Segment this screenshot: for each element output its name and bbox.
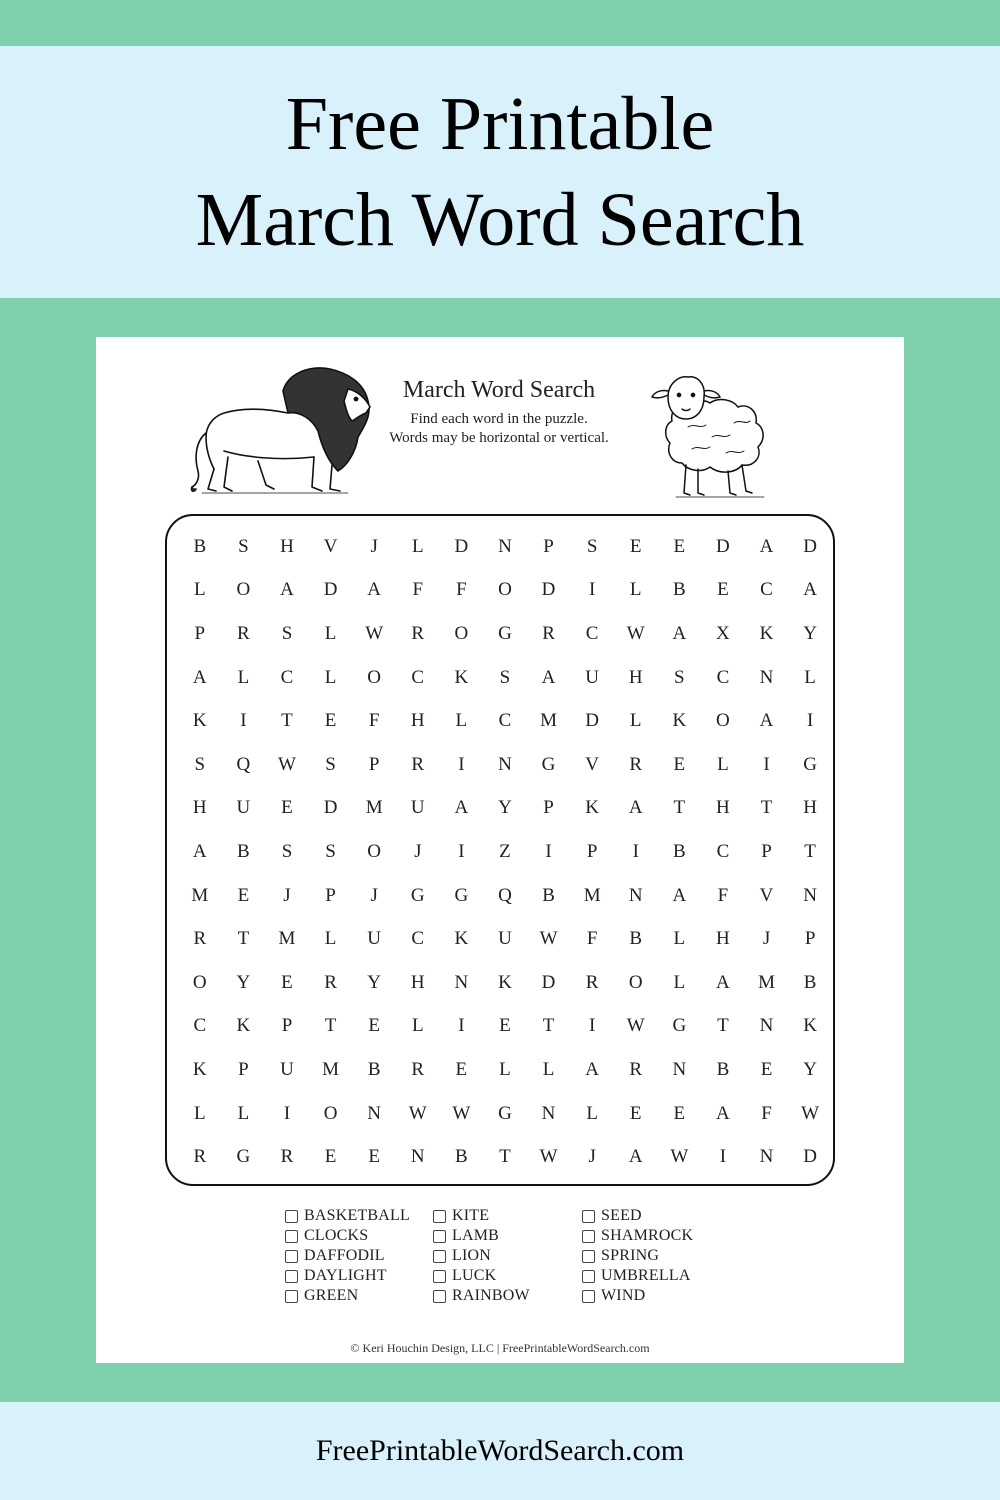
grid-letter: Z bbox=[499, 840, 511, 862]
grid-letter: G bbox=[803, 753, 817, 775]
grid-letter: C bbox=[760, 579, 773, 601]
grid-letter: E bbox=[455, 1058, 468, 1080]
word-label: GREEN bbox=[304, 1287, 359, 1304]
grid-letter: I bbox=[588, 579, 596, 601]
grid-letter: K bbox=[192, 710, 207, 732]
word-item bbox=[433, 1206, 530, 1226]
grid-letter: T bbox=[804, 840, 816, 862]
grid-letter: G bbox=[236, 1146, 251, 1168]
word-item bbox=[433, 1266, 530, 1286]
grid-letter: C bbox=[411, 928, 425, 950]
grid-letter: X bbox=[716, 622, 730, 644]
grid-letter: A bbox=[454, 797, 469, 819]
grid-letter: P bbox=[543, 797, 554, 819]
word-item bbox=[285, 1286, 410, 1306]
grid-letter: T bbox=[542, 1015, 555, 1037]
grid-letter: E bbox=[673, 1102, 686, 1124]
grid-letter: T bbox=[237, 928, 250, 950]
grid-letter: F bbox=[368, 710, 380, 732]
grid-letter: O bbox=[454, 622, 469, 644]
word-column-1 bbox=[285, 1206, 410, 1306]
word-label: KITE bbox=[452, 1207, 490, 1224]
grid-letter: E bbox=[324, 1146, 337, 1168]
grid-letter: S bbox=[281, 622, 293, 644]
grid-letter: T bbox=[673, 797, 686, 819]
grid-letter: G bbox=[410, 884, 425, 906]
puzzle-grid bbox=[178, 525, 832, 1179]
grid-letter: S bbox=[325, 753, 336, 775]
grid-letter: O bbox=[367, 666, 382, 688]
word-item bbox=[582, 1246, 693, 1266]
grid-letter: J bbox=[762, 928, 771, 950]
grid-letter: I bbox=[545, 840, 552, 862]
grid-letter: E bbox=[281, 971, 293, 993]
grid-letter: J bbox=[370, 884, 378, 906]
checkbox-icon[interactable] bbox=[582, 1270, 595, 1283]
word-label: LION bbox=[452, 1247, 492, 1264]
grid-letter: T bbox=[324, 1015, 337, 1037]
grid-letter: A bbox=[280, 579, 294, 601]
grid-letter: E bbox=[629, 1102, 642, 1124]
grid-letter: B bbox=[193, 535, 207, 557]
grid-letter: H bbox=[280, 535, 294, 557]
banner-title-line-2: March Word Search bbox=[195, 178, 805, 262]
grid-letter: E bbox=[368, 1146, 380, 1168]
grid-letter: V bbox=[323, 535, 338, 557]
grid-letter: S bbox=[238, 535, 249, 557]
grid-letter: D bbox=[585, 710, 599, 732]
word-item bbox=[582, 1226, 693, 1246]
grid-letter: J bbox=[588, 1146, 596, 1168]
grid-letter: I bbox=[719, 1146, 727, 1168]
grid-letter: L bbox=[804, 666, 816, 688]
grid-letter: T bbox=[499, 1146, 511, 1168]
grid-letter: M bbox=[322, 1058, 340, 1080]
grid-letter: L bbox=[237, 666, 250, 688]
word-item bbox=[285, 1226, 410, 1246]
grid-letter: G bbox=[672, 1015, 687, 1037]
grid-letter: H bbox=[716, 797, 730, 819]
word-label: UMBRELLA bbox=[601, 1267, 691, 1284]
grid-letter: A bbox=[759, 535, 774, 557]
grid-letter: T bbox=[717, 1015, 729, 1037]
grid-letter: B bbox=[455, 1146, 468, 1168]
grid-letter: U bbox=[498, 928, 512, 950]
grid-letter: S bbox=[194, 753, 206, 775]
grid-letter: F bbox=[761, 1102, 772, 1124]
grid-letter: L bbox=[542, 1058, 555, 1080]
instruction-line-1: Find each word in the puzzle. bbox=[410, 411, 588, 427]
grid-letter: L bbox=[193, 1102, 206, 1124]
grid-letter: K bbox=[498, 971, 512, 993]
bottom-banner bbox=[0, 1402, 1000, 1500]
grid-letter: M bbox=[540, 710, 557, 732]
grid-letter: U bbox=[280, 1058, 294, 1080]
checkbox-icon[interactable] bbox=[285, 1290, 298, 1303]
grid-letter: M bbox=[278, 928, 296, 950]
grid-letter: C bbox=[280, 666, 294, 688]
checkbox-icon[interactable] bbox=[433, 1250, 446, 1263]
grid-letter: Y bbox=[803, 1058, 817, 1080]
grid-letter: C bbox=[498, 710, 512, 732]
word-item bbox=[285, 1206, 410, 1226]
grid-letter: F bbox=[717, 884, 729, 906]
grid-letter: B bbox=[542, 884, 555, 906]
grid-letter: S bbox=[586, 535, 598, 557]
worksheet-title: March Word Search bbox=[402, 377, 596, 403]
grid-letter: R bbox=[629, 753, 643, 775]
checkbox-icon[interactable] bbox=[582, 1230, 595, 1243]
checkbox-icon[interactable] bbox=[285, 1210, 298, 1223]
grid-letter: O bbox=[367, 840, 382, 862]
puzzle-grid-frame bbox=[165, 514, 835, 1186]
grid-letter: N bbox=[759, 1146, 774, 1168]
grid-letter: L bbox=[499, 1058, 511, 1080]
grid-letter: J bbox=[283, 884, 291, 906]
grid-letter: L bbox=[324, 622, 337, 644]
grid-letter: W bbox=[670, 1146, 689, 1168]
grid-letter: N bbox=[759, 1015, 774, 1037]
grid-letter: S bbox=[499, 666, 511, 688]
grid-letter: I bbox=[458, 753, 465, 775]
grid-letter: A bbox=[803, 579, 817, 601]
grid-letter: B bbox=[629, 928, 643, 950]
grid-letter: A bbox=[716, 1102, 730, 1124]
grid-letter: D bbox=[323, 797, 338, 819]
word-item bbox=[433, 1286, 530, 1306]
grid-letter: J bbox=[414, 840, 422, 862]
word-label: LUCK bbox=[452, 1267, 497, 1284]
checkbox-icon[interactable] bbox=[582, 1290, 595, 1303]
grid-letter: D bbox=[454, 535, 469, 557]
grid-letter: D bbox=[541, 579, 556, 601]
grid-letter: W bbox=[626, 1015, 645, 1037]
grid-letter: B bbox=[672, 579, 686, 601]
grid-letter: K bbox=[454, 666, 469, 688]
grid-letter: Q bbox=[236, 753, 251, 775]
grid-letter: L bbox=[193, 579, 206, 601]
grid-letter: D bbox=[541, 971, 556, 993]
grid-letter: L bbox=[717, 753, 729, 775]
grid-letter: G bbox=[498, 622, 512, 644]
checkbox-icon[interactable] bbox=[433, 1290, 446, 1303]
grid-letter: W bbox=[278, 753, 296, 775]
grid-letter: P bbox=[761, 840, 772, 862]
checkbox-icon[interactable] bbox=[582, 1250, 595, 1263]
grid-letter: U bbox=[236, 797, 251, 819]
grid-letter: E bbox=[499, 1015, 511, 1037]
grid-letter: I bbox=[458, 1015, 465, 1037]
grid-letter: L bbox=[629, 710, 642, 732]
grid-letter: R bbox=[629, 1058, 643, 1080]
grid-letter: D bbox=[323, 579, 338, 601]
grid-letter: J bbox=[370, 535, 378, 557]
grid-letter: O bbox=[192, 971, 207, 993]
grid-letter: A bbox=[541, 666, 556, 688]
word-label: DAFFODIL bbox=[304, 1247, 385, 1264]
grid-letter: G bbox=[541, 753, 556, 775]
grid-letter: S bbox=[281, 840, 293, 862]
word-item bbox=[285, 1246, 410, 1266]
grid-letter: P bbox=[368, 753, 380, 775]
grid-letter: U bbox=[585, 666, 599, 688]
grid-letter: E bbox=[629, 535, 642, 557]
grid-letter: P bbox=[194, 622, 206, 644]
grid-letter: B bbox=[237, 840, 250, 862]
grid-letter: L bbox=[324, 666, 337, 688]
grid-letter: O bbox=[498, 579, 512, 601]
word-label: SPRING bbox=[601, 1247, 660, 1264]
grid-letter: I bbox=[806, 710, 814, 732]
grid-letter: R bbox=[280, 1146, 294, 1168]
word-label: CLOCKS bbox=[304, 1227, 369, 1244]
grid-letter: H bbox=[410, 710, 425, 732]
checkbox-icon[interactable] bbox=[433, 1270, 446, 1283]
grid-letter: A bbox=[585, 1058, 599, 1080]
word-item bbox=[285, 1266, 410, 1286]
grid-letter: B bbox=[672, 840, 686, 862]
grid-letter: T bbox=[760, 797, 773, 819]
grid-letter: I bbox=[588, 1015, 596, 1037]
grid-letter: K bbox=[236, 1015, 251, 1037]
word-item bbox=[582, 1266, 693, 1286]
grid-letter: H bbox=[716, 928, 730, 950]
grid-letter: L bbox=[411, 1015, 424, 1037]
grid-letter: R bbox=[411, 1058, 425, 1080]
worksheet bbox=[96, 337, 904, 1363]
grid-letter: K bbox=[585, 797, 599, 819]
grid-letter: C bbox=[193, 1015, 207, 1037]
word-item bbox=[433, 1246, 530, 1266]
grid-letter: H bbox=[410, 971, 425, 993]
word-label: LAMB bbox=[452, 1227, 500, 1244]
grid-letter: N bbox=[628, 884, 643, 906]
grid-letter: R bbox=[193, 928, 207, 950]
grid-letter: A bbox=[716, 971, 730, 993]
grid-letter: N bbox=[541, 1102, 556, 1124]
grid-letter: R bbox=[585, 971, 599, 993]
grid-letter: I bbox=[763, 753, 770, 775]
grid-letter: E bbox=[717, 579, 729, 601]
grid-letter: K bbox=[454, 928, 469, 950]
grid-letter: E bbox=[281, 797, 293, 819]
grid-letter: P bbox=[238, 1058, 249, 1080]
word-list bbox=[285, 1206, 745, 1316]
grid-letter: I bbox=[632, 840, 639, 862]
word-label: SHAMROCK bbox=[601, 1227, 694, 1244]
grid-letter: N bbox=[410, 1146, 425, 1168]
grid-letter: K bbox=[192, 1058, 207, 1080]
grid-letter: W bbox=[801, 1102, 820, 1124]
grid-letter: L bbox=[673, 928, 686, 950]
grid-letter: R bbox=[193, 1146, 207, 1168]
word-label: DAYLIGHT bbox=[304, 1267, 387, 1284]
grid-letter: A bbox=[192, 666, 207, 688]
site-url[interactable]: FreePrintableWordSearch.com bbox=[315, 1434, 685, 1467]
word-column-3 bbox=[582, 1206, 693, 1306]
grid-letter: P bbox=[281, 1015, 293, 1037]
grid-letter: K bbox=[759, 622, 774, 644]
grid-letter: O bbox=[236, 579, 251, 601]
grid-letter: C bbox=[716, 840, 730, 862]
grid-letter: S bbox=[674, 666, 685, 688]
grid-letter: R bbox=[324, 971, 337, 993]
checkbox-icon[interactable] bbox=[285, 1250, 298, 1263]
checkbox-icon[interactable] bbox=[433, 1230, 446, 1243]
grid-letter: E bbox=[760, 1058, 773, 1080]
grid-letter: E bbox=[324, 710, 337, 732]
grid-letter: Q bbox=[498, 884, 512, 906]
grid-letter: F bbox=[586, 928, 598, 950]
grid-letter: G bbox=[454, 884, 469, 906]
checkbox-icon[interactable] bbox=[285, 1230, 298, 1243]
grid-letter: A bbox=[367, 579, 382, 601]
grid-letter: M bbox=[758, 971, 775, 993]
grid-letter: O bbox=[628, 971, 643, 993]
grid-letter: R bbox=[542, 622, 555, 644]
grid-letter: N bbox=[498, 535, 512, 557]
grid-letter: A bbox=[192, 840, 207, 862]
grid-letter: U bbox=[410, 797, 425, 819]
word-label: BASKETBALL bbox=[304, 1207, 410, 1224]
word-column-2 bbox=[433, 1206, 530, 1306]
copyright-text: © Keri Houchin Design, LLC | FreePrintableWordSearch.com bbox=[350, 1341, 650, 1355]
grid-letter: R bbox=[411, 753, 425, 775]
grid-letter: L bbox=[586, 1102, 598, 1124]
grid-letter: K bbox=[672, 710, 687, 732]
instruction-line-2: Words may be horizontal or vertical. bbox=[389, 430, 609, 446]
grid-letter: W bbox=[539, 928, 558, 950]
grid-letter: L bbox=[455, 710, 468, 732]
grid-letter: H bbox=[628, 666, 643, 688]
top-banner bbox=[0, 46, 1000, 298]
grid-letter: E bbox=[237, 884, 250, 906]
grid-letter: E bbox=[368, 1015, 380, 1037]
grid-letter: P bbox=[586, 840, 598, 862]
grid-letter: L bbox=[237, 1102, 250, 1124]
grid-letter: H bbox=[803, 797, 817, 819]
grid-letter: D bbox=[803, 535, 817, 557]
grid-letter: Y bbox=[498, 797, 512, 819]
banner-title-line-1: Free Printable bbox=[285, 82, 715, 166]
grid-letter: O bbox=[323, 1102, 338, 1124]
grid-letter: M bbox=[583, 884, 601, 906]
grid-letter: N bbox=[454, 971, 469, 993]
grid-letter: L bbox=[324, 928, 337, 950]
grid-letter: S bbox=[325, 840, 336, 862]
grid-letter: D bbox=[716, 535, 730, 557]
grid-letter: Y bbox=[367, 971, 382, 993]
grid-letter: C bbox=[716, 666, 730, 688]
grid-letter: N bbox=[498, 753, 512, 775]
word-label: SEED bbox=[601, 1207, 642, 1224]
grid-letter: H bbox=[192, 797, 207, 819]
grid-letter: I bbox=[240, 710, 247, 732]
grid-letter: C bbox=[585, 622, 599, 644]
word-item bbox=[582, 1286, 693, 1306]
grid-letter: L bbox=[673, 971, 686, 993]
grid-letter: Y bbox=[803, 622, 817, 644]
grid-letter: W bbox=[452, 1102, 471, 1124]
word-label: WIND bbox=[601, 1287, 646, 1304]
grid-letter: B bbox=[803, 971, 817, 993]
grid-letter: N bbox=[672, 1058, 687, 1080]
worksheet-instructions bbox=[346, 410, 652, 448]
grid-letter: W bbox=[539, 1146, 558, 1168]
grid-letter: K bbox=[803, 1015, 817, 1037]
grid-letter: W bbox=[365, 622, 384, 644]
grid-letter: F bbox=[456, 579, 467, 601]
grid-letter: A bbox=[628, 1146, 643, 1168]
grid-letter: D bbox=[803, 1146, 817, 1168]
grid-letter: V bbox=[759, 884, 774, 906]
grid-letter: R bbox=[411, 622, 425, 644]
grid-letter: B bbox=[716, 1058, 730, 1080]
grid-letter: N bbox=[367, 1102, 382, 1124]
grid-letter: M bbox=[191, 884, 209, 906]
sheep-icon bbox=[648, 367, 780, 501]
checkbox-icon[interactable] bbox=[582, 1210, 595, 1223]
grid-letter: E bbox=[673, 535, 686, 557]
grid-letter: W bbox=[626, 622, 645, 644]
grid-letter: G bbox=[498, 1102, 512, 1124]
grid-letter: Y bbox=[236, 971, 251, 993]
grid-letter: A bbox=[628, 797, 643, 819]
checkbox-icon[interactable] bbox=[285, 1270, 298, 1283]
checkbox-icon[interactable] bbox=[433, 1210, 446, 1223]
grid-letter: V bbox=[585, 753, 599, 775]
grid-letter: P bbox=[325, 884, 336, 906]
grid-letter: P bbox=[543, 535, 554, 557]
grid-letter: A bbox=[672, 622, 687, 644]
grid-letter: A bbox=[759, 710, 774, 732]
grid-letter: L bbox=[629, 579, 642, 601]
word-item bbox=[582, 1206, 693, 1226]
grid-letter: F bbox=[412, 579, 424, 601]
grid-letter: B bbox=[367, 1058, 381, 1080]
grid-letter: N bbox=[803, 884, 817, 906]
grid-letter: W bbox=[408, 1102, 427, 1124]
grid-letter: M bbox=[365, 797, 383, 819]
grid-letter: C bbox=[411, 666, 425, 688]
grid-letter: N bbox=[759, 666, 774, 688]
grid-letter: L bbox=[411, 535, 424, 557]
word-item bbox=[433, 1226, 530, 1246]
word-label: RAINBOW bbox=[452, 1287, 530, 1304]
grid-letter: I bbox=[283, 1102, 291, 1124]
grid-letter: T bbox=[281, 710, 293, 732]
grid-letter: U bbox=[367, 928, 382, 950]
grid-letter: P bbox=[804, 928, 816, 950]
grid-letter: I bbox=[458, 840, 465, 862]
grid-letter: A bbox=[672, 884, 687, 906]
grid-letter: E bbox=[673, 753, 686, 775]
grid-letter: O bbox=[716, 710, 730, 732]
grid-letter: R bbox=[237, 622, 250, 644]
